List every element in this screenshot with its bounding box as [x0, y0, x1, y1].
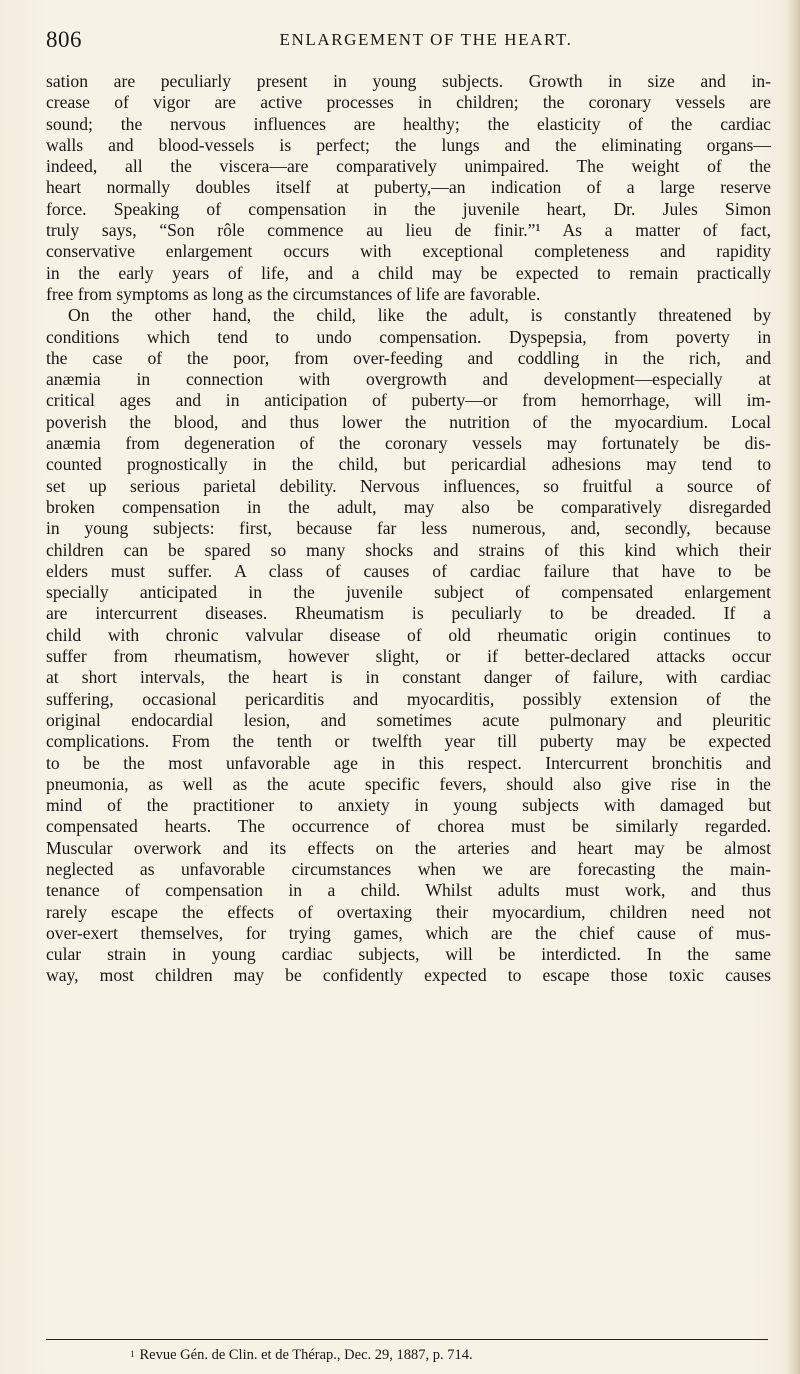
- text-line: counted prognostically in the child, but pericardial adhesions may tend to: [46, 454, 771, 475]
- text-line: free from symptoms as long as the circumstances of life are favorable.: [46, 283, 541, 304]
- text-line: children can be spared so many shocks and strains of this kind which their: [46, 539, 771, 560]
- footnote-divider: [46, 1339, 768, 1340]
- footnote-text: Revue Gén. de Clin. et de Thérap., Dec. 29, 1887, p. 714.: [139, 1347, 473, 1363]
- text-line: pneumonia, as well as the acute specific fevers, should also give rise in the: [46, 773, 771, 794]
- text-line: over-exert themselves, for trying games, which are the chief cause of mus-: [46, 922, 771, 943]
- text-line: at short intervals, the heart is in constant danger of failure, with cardiac: [46, 667, 771, 688]
- text-line: walls and blood-vessels is perfect; the lungs and the eliminating organs—: [46, 134, 771, 155]
- text-line: critical ages and in anticipation of puberty—or from hemorrhage, will im-: [46, 390, 771, 411]
- text-line: broken compensation in the adult, may also be comparatively disregarded: [46, 496, 771, 517]
- text-line: sound; the nervous influences are healthy; the elasticity of the cardiac: [46, 113, 771, 134]
- text-line: are intercurrent diseases. Rheumatism is peculiarly to be dreaded. If a: [46, 603, 771, 624]
- text-line: anæmia from degeneration of the coronary vessels may fortunately be dis-: [46, 433, 771, 454]
- text-line: mind of the practitioner to anxiety in young subjects with damaged but: [46, 795, 771, 816]
- text-line: the case of the poor, from over-feeding and coddling in the rich, and: [46, 347, 771, 368]
- text-line: conservative enlargement occurs with exceptional completeness and rapidity: [46, 241, 771, 262]
- text-line: cular strain in young cardiac subjects, will be interdicted. In the same: [46, 944, 771, 965]
- text-line: complications. From the tenth or twelfth year till puberty may be expected: [46, 731, 771, 752]
- text-line: crease of vigor are active processes in children; the coronary vessels are: [46, 92, 771, 113]
- text-line: On the other hand, the child, like the adult, is constantly threatened by: [68, 305, 771, 326]
- text-line: in the early years of life, and a child may be expected to remain practically: [46, 262, 771, 283]
- text-line: heart normally doubles itself at puberty,—an indication of a large reserve: [46, 177, 771, 198]
- text-line: sation are peculiarly present in young subjects. Growth in size and in-: [46, 71, 771, 91]
- text-line: neglected as unfavorable circumstances when we are forecasting the main-: [46, 858, 771, 879]
- text-line: elders must suffer. A class of causes of cardiac failure that have to be: [46, 560, 771, 581]
- text-line: to be the most unfavorable age in this respect. Intercurrent bronchitis and: [46, 752, 771, 773]
- text-line: child with chronic valvular disease of old rheumatic origin continues to: [46, 624, 771, 645]
- text-line: tenance of compensation in a child. Whilst adults must work, and thus: [46, 880, 771, 901]
- text-line: anæmia in connection with overgrowth and development—especially at: [46, 369, 771, 390]
- text-line: original endocardial lesion, and sometimes acute pulmonary and pleuritic: [46, 709, 771, 730]
- body-text: [46, 71, 771, 987]
- text-line: set up serious parietal debility. Nervous influences, so fruitful a source of: [46, 475, 771, 496]
- footnote: [130, 1347, 473, 1364]
- text-line: suffer from rheumatism, however slight, or if better-declared attacks occur: [46, 646, 771, 667]
- text-line: force. Speaking of compensation in the juvenile heart, Dr. Jules Simon: [46, 198, 771, 219]
- text-line: truly says, “Son rôle commence au lieu de finir.”¹ As a matter of fact,: [46, 220, 771, 241]
- text-line: rarely escape the effects of overtaxing their myocardium, children need not: [46, 901, 771, 922]
- text-line: way, most children may be confidently expected to escape those toxic causes: [46, 965, 771, 986]
- running-head: [46, 27, 766, 57]
- footnote-marker: 1: [130, 1349, 135, 1359]
- text-line: indeed, all the viscera—are comparatively unimpaired. The weight of the: [46, 156, 771, 177]
- page-number: 806: [46, 27, 82, 52]
- running-title: ENLARGEMENT OF THE HEART.: [279, 30, 573, 49]
- text-line: specially anticipated in the juvenile subject of compensated enlargement: [46, 582, 771, 603]
- text-line: poverish the blood, and thus lower the nutrition of the myocardium. Local: [46, 411, 771, 432]
- page-edge-shadow: [786, 0, 800, 1374]
- text-line: suffering, occasional pericarditis and myocarditis, possibly extension of the: [46, 688, 771, 709]
- text-line: in young subjects: first, because far less numerous, and, secondly, because: [46, 518, 771, 539]
- text-line: compensated hearts. The occurrence of chorea must be similarly regarded.: [46, 816, 771, 837]
- text-line: conditions which tend to undo compensation. Dyspepsia, from poverty in: [46, 326, 771, 347]
- text-line: Muscular overwork and its effects on the arteries and heart may be almost: [46, 837, 771, 858]
